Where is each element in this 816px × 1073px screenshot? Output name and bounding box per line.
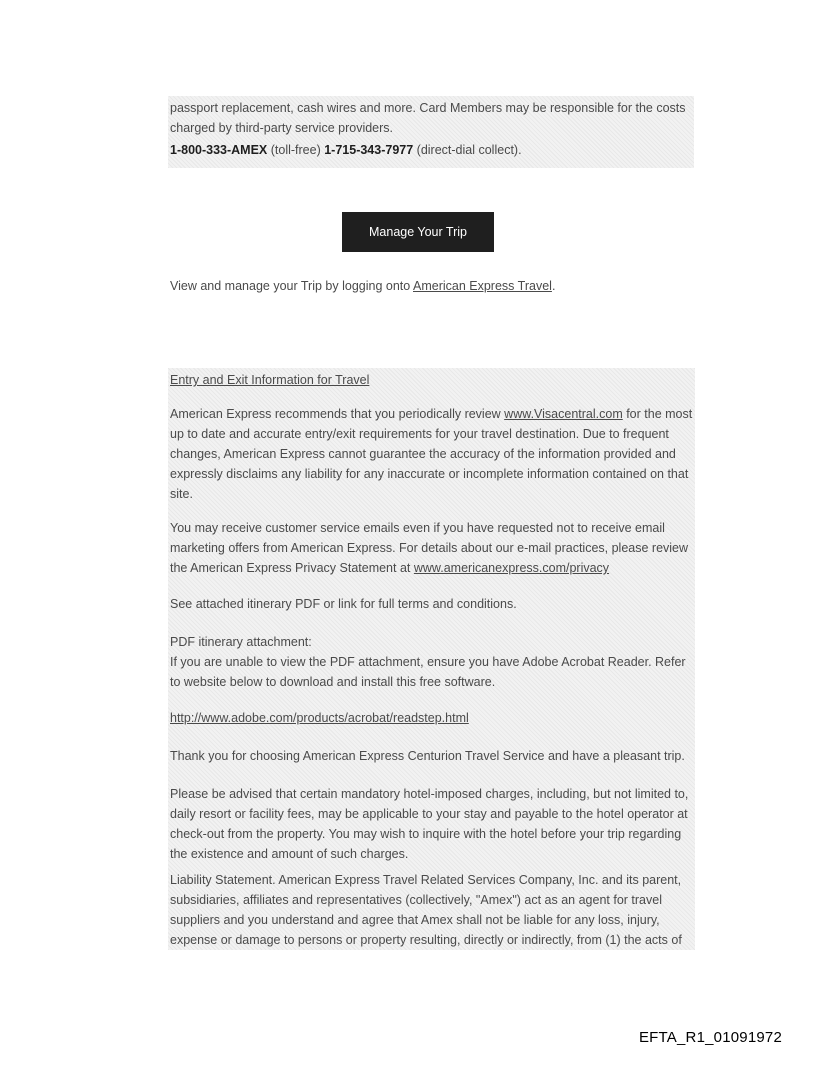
document-id: EFTA_R1_01091972 [638, 1029, 782, 1046]
collect-label: (direct-dial collect). [413, 143, 522, 157]
collect-number: 1-715-343-7977 [324, 143, 414, 157]
phone-numbers [170, 140, 698, 160]
pdf-heading: PDF itinerary attachment: [170, 635, 312, 649]
manage-trip-button[interactable]: Manage Your Trip [342, 212, 494, 252]
attached-note: See attached itinerary PDF or link for full terms and conditions. [170, 597, 517, 611]
manage-trip-text: View and manage your Trip by logging onto American Express Travel. [170, 279, 556, 293]
tollfree-number: 1-800-333-AMEX [170, 143, 268, 157]
entry-exit-paragraph: American Express recommends that you periodically review www.Visacentral.com for the most up to date and accurate entry/exit requirements for your travel destination. Due to frequent changes, American Express cannot guarantee the accuracy of the information provided and expressly disclaims any liability for any inaccurate or incomplete information contained on that site. [170, 407, 693, 501]
liability-statement: Liability Statement. American Express Travel Related Services Company, Inc. and its parent, subsidiaries, affiliates and representatives (collectively, "Amex") act as an agent for travel suppliers and you understand and agree that Amex shall not be liable for any loss, injury, expense or damage to persons or property resulting, directly or indirectly, from (1) the acts of [170, 873, 682, 947]
privacy-link[interactable]: www.americanexpress.com/privacy [413, 561, 610, 575]
adobe-link[interactable]: http://www.adobe.com/products/acrobat/readstep.html [170, 711, 469, 725]
entry-exit-heading [170, 370, 698, 390]
thanks-text: Thank you for choosing American Express Centurion Travel Service and have a pleasant trip. [170, 749, 685, 763]
pdf-instructions: If you are unable to view the PDF attachment, ensure you have Adobe Acrobat Reader. Refer to website below to download and install this free software. [170, 655, 686, 689]
amex-travel-link[interactable]: American Express Travel [413, 279, 552, 293]
privacy-paragraph: You may receive customer service emails even if you have requested not to receive email marketing offers from American Express. For details about our e-mail practices, please review the American Express Privacy Statement at www.americanexpress.com/privacy [170, 521, 689, 575]
intro-text: passport replacement, cash wires and more. Card Members may be responsible for the costs charged by third-party service providers. [170, 101, 686, 135]
adobe-link-line [170, 708, 698, 728]
entry-exit-link[interactable]: Entry and Exit Information for Travel [170, 373, 370, 387]
tollfree-label: (toll-free) [267, 143, 325, 157]
visacentral-link[interactable]: www.Visacentral.com [504, 407, 623, 421]
hotel-notice: Please be advised that certain mandatory hotel-imposed charges, including, but not limited to, daily resort or facility fees, may be applicable to your stay and payable to the hotel operator at check-out from the property. You may wish to inquire with the hotel before your trip regarding the existence and amount of such charges. [170, 787, 689, 861]
